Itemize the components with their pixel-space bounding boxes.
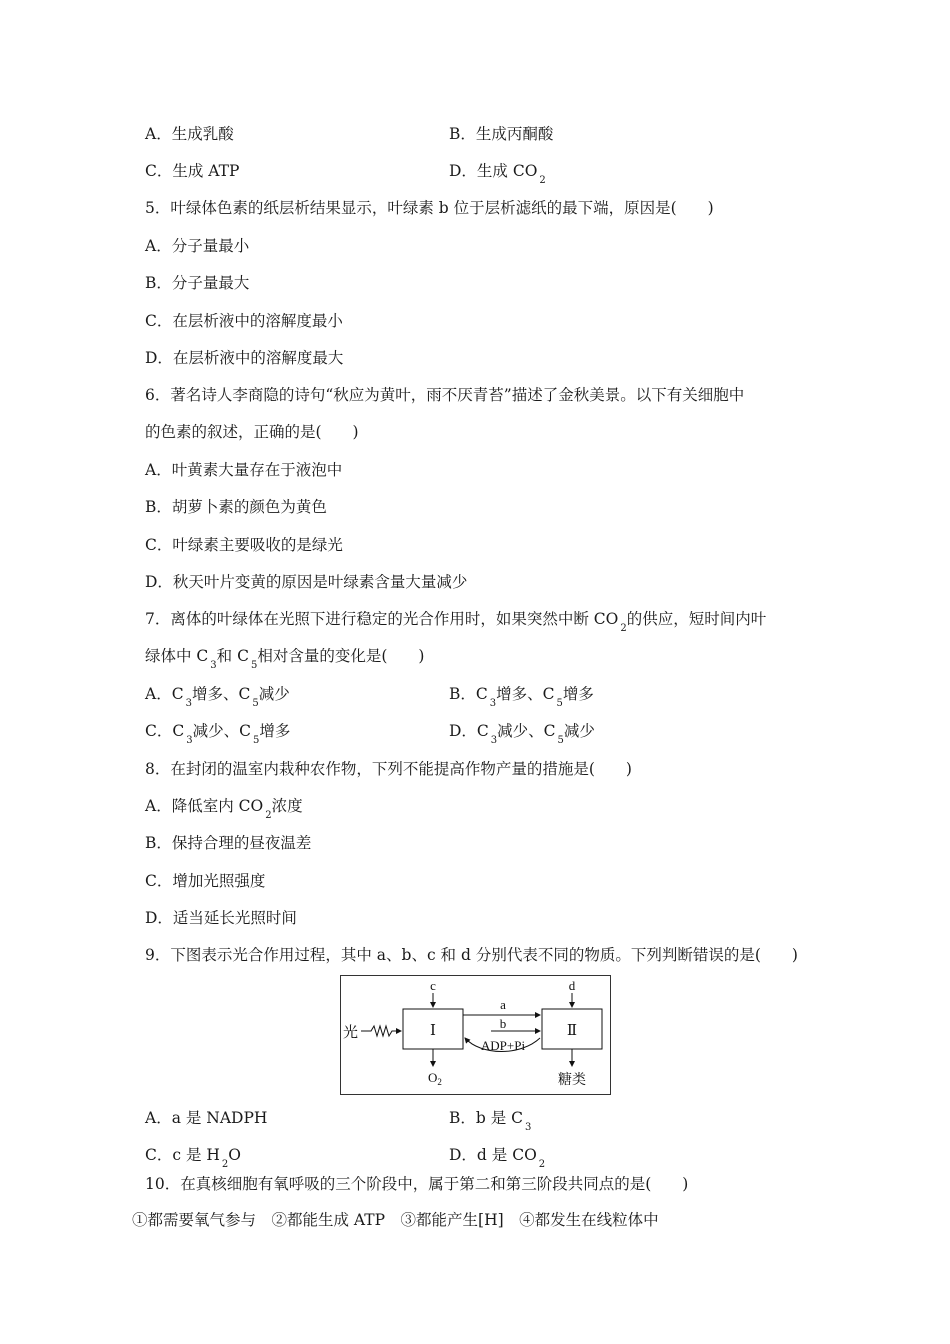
photosynthesis-diagram (340, 975, 611, 1095)
q8-option-d: D．适当延长光照时间 (145, 909, 297, 927)
q6-option-a: A．叶黄素大量存在于液泡中 (145, 461, 343, 479)
q4-option-b: B．生成丙酮酸 (449, 125, 554, 143)
q8-option-a: A．降低室内 $CO_2$浓度 (145, 797, 303, 821)
q10-items: ①都需要氧气参与 ②都能生成 ATP ③都能产生[H] ④都发生在线粒体中 (132, 1211, 659, 1229)
q7-stem-line1: 7．离体的叶绿体在光照下进行稳定的光合作用时，如果突然中断 $CO_2$的供应，短时间内叶 (145, 610, 767, 634)
q6-option-d: D．秋天叶片变黄的原因是叶绿素含量大量减少 (145, 573, 468, 591)
q4-option-d: D．生成 $CO_2$ (449, 162, 546, 186)
q5-option-a: A．分子量最小 (145, 237, 250, 255)
q10-stem: 10．在真核细胞有氧呼吸的三个阶段中，属于第二和第三阶段共同点的是( ) (145, 1175, 689, 1193)
q8-option-b: B．保持合理的昼夜温差 (145, 834, 312, 852)
diagram-o2-label: $O_2$ (428, 1070, 442, 1087)
q7-option-a: A．$C_3$增多、$C_5$减少 (145, 685, 290, 709)
q5-stem: 5．叶绿体色素的纸层析结果显示，叶绿素 b 位于层析滤纸的最下端，原因是( ) (145, 199, 714, 217)
q5-option-d: D．在层析液中的溶解度最大 (145, 349, 344, 367)
q9-option-c: C．c 是 $H_2O$ (145, 1146, 242, 1170)
q6-stem-line2: 的色素的叙述，正确的是( ) (145, 423, 359, 441)
diagram-sugar-label: 糖类 (558, 1073, 586, 1088)
q5-option-c: C．在层析液中的溶解度最小 (145, 312, 343, 330)
diagram-light-label: 光 (343, 1025, 359, 1041)
diagram-b-label: b (499, 1016, 507, 1031)
q7-option-d: D．$C_3$减少、$C_5$减少 (449, 722, 595, 746)
diagram-a-label: a (500, 997, 506, 1012)
diagram-box-1-label: Ⅰ (430, 1023, 436, 1039)
q7-option-b: B．$C_3$增多、$C_5$增多 (449, 685, 594, 709)
diagram-box-2-label: Ⅱ (566, 1023, 578, 1039)
q7-stem-line2: 绿体中 $C_3$和 $C_5$相对含量的变化是( ) (145, 647, 425, 671)
q6-option-c: C．叶绿素主要吸收的是绿光 (145, 536, 343, 554)
q7-option-c: C．$C_3$减少、$C_5$增多 (145, 722, 291, 746)
q4-option-c: C．生成 ATP (145, 162, 240, 180)
q5-option-b: B．分子量最大 (145, 274, 250, 292)
q9-option-b: B．b 是 $C_3$ (449, 1109, 532, 1133)
q6-stem-line1: 6．著名诗人李商隐的诗句“秋应为黄叶，雨不厌青苔”描述了金秋美景。以下有关细胞中 (145, 386, 745, 404)
diagram-adp-label: ADP+Pi (480, 1038, 526, 1053)
q8-stem: 8．在封闭的温室内栽种农作物，下列不能提高作物产量的措施是( ) (145, 760, 632, 778)
q8-option-c: C．增加光照强度 (145, 872, 266, 890)
light-zigzag-arrow (361, 1026, 401, 1036)
q9-stem: 9．下图表示光合作用过程，其中 a、b、c 和 d 分别代表不同的物质。下列判断错误的是( ) (145, 946, 798, 964)
q9-option-d: D．d 是 $CO_2$ (449, 1146, 546, 1170)
q4-option-a: A．生成乳酸 (145, 125, 234, 143)
diagram-c-label: c (430, 978, 436, 993)
q6-option-b: B．胡萝卜素的颜色为黄色 (145, 498, 327, 516)
diagram-d-label: d (568, 978, 576, 993)
q9-option-a: A．a 是 NADPH (145, 1109, 268, 1127)
